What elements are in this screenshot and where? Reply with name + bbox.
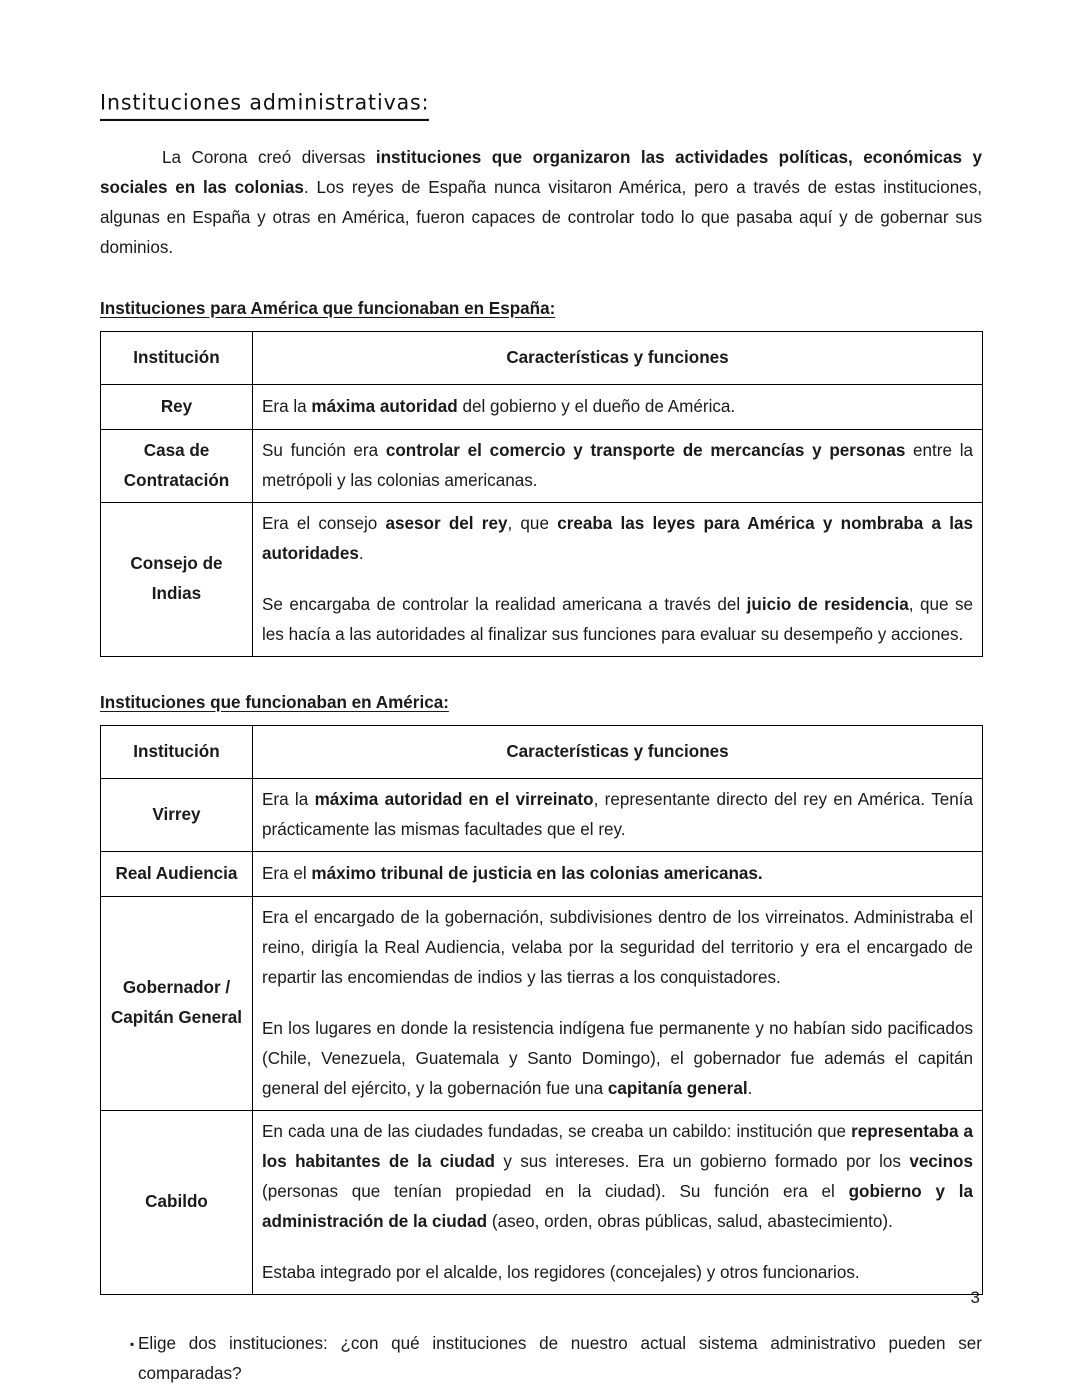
column-header-features: Características y funciones [253, 331, 983, 384]
desc-bold: asesor del rey [385, 513, 508, 533]
table-header-row [101, 331, 983, 384]
description-paragraph [262, 859, 973, 889]
intro-text-part-2: . Los reyes de España nunca visitaron América, pero a través de estas instituciones, algunas en España y otras en América, fueron capaces de controlar todo lo que pasaba aquí y de gobernar sus dominios. [100, 177, 983, 257]
desc-bold: creaba las leyes para América y nombraba a las autoridades [262, 513, 974, 563]
institution-description [253, 896, 983, 1110]
intro-text-bold: instituciones que organizaron las actividades políticas, económicas y sociales en las colonias [100, 147, 982, 197]
desc-text: Era el [262, 863, 312, 883]
description-paragraph [262, 509, 973, 569]
desc-text: Era la [262, 396, 312, 416]
desc-bold: controlar el comercio y transporte de mercancías y personas [385, 440, 906, 460]
handwritten-title-wrapper [100, 89, 982, 121]
desc-text: (aseo, orden, obras públicas, salud, abastecimiento). [487, 1211, 893, 1231]
table-institutions-america [100, 725, 983, 1295]
description-paragraph [262, 392, 973, 422]
table-row [101, 502, 983, 656]
desc-bold: vecinos [909, 1151, 973, 1171]
desc-text: (personas que tenían propiedad en la ciudad). Su función era el [262, 1181, 849, 1201]
desc-text: entre la metrópoli y las colonias americanas. [262, 440, 974, 490]
document-content [100, 89, 983, 1389]
desc-text: Era el consejo [262, 513, 386, 533]
activity-question-text: Elige dos instituciones: ¿con qué instituciones de nuestro actual sistema administrativo pueden ser comparadas? [138, 1333, 982, 1383]
column-header-features: Características y funciones [253, 725, 983, 778]
table-row [101, 1110, 983, 1294]
institution-name: Rey [101, 384, 253, 429]
section-heading-spain: Instituciones para América que funcionaban en España: [100, 298, 556, 318]
column-header-institution: Institución [101, 331, 253, 384]
institution-description [253, 384, 983, 429]
table-header-row [101, 725, 983, 778]
desc-text: , representante directo del rey en América. Tenía prácticamente las mismas facultades que el rey. [262, 789, 974, 839]
institution-name: Consejo de Indias [101, 502, 253, 656]
desc-text: Estaba integrado por el alcalde, los regidores (concejales) y otros funcionarios. [262, 1262, 860, 1282]
institution-description [253, 851, 983, 896]
desc-text: , que [507, 513, 558, 533]
desc-bold: capitanía general [607, 1078, 748, 1098]
desc-text: Se encargaba de controlar la realidad americana a través del [262, 594, 747, 614]
institution-name: Real Audiencia [101, 851, 253, 896]
institution-description [253, 1110, 983, 1294]
table-row [101, 851, 983, 896]
desc-bold: máxima autoridad en el virreinato [314, 789, 594, 809]
table-row [101, 429, 983, 502]
description-paragraph [262, 1258, 973, 1288]
institution-name: Casa de Contratación [101, 429, 253, 502]
table-row [101, 896, 983, 1110]
institution-description [253, 778, 983, 851]
desc-text: En cada una de las ciudades fundadas, se creaba un cabildo: institución que [262, 1121, 852, 1141]
list-item [100, 1329, 982, 1389]
description-paragraph [262, 1117, 973, 1237]
institution-name: Cabildo [101, 1110, 253, 1294]
page-title: Instituciones administrativas: [100, 90, 429, 120]
desc-text: del gobierno y el dueño de América. [457, 396, 736, 416]
description-paragraph [262, 590, 973, 650]
desc-bold: representaba a los habitantes de la ciudad [262, 1121, 973, 1171]
desc-text: En los lugares en donde la resistencia indígena fue permanente y no habían sido pacificados (Chile, Venezuela, Guatemala y Santo Domingo), el gobernador fue además el capitán general del ejército, y la gobernación fue una [262, 1018, 973, 1098]
desc-text: Era el encargado de la gobernación, subdivisiones dentro de los virreinatos. Administraba el reino, dirigía la Real Audiencia, velaba por la seguridad del territorio y era el encargado de repartir las encomiendas de indios y las tierras a los conquistadores. [262, 907, 973, 987]
description-paragraph [262, 436, 973, 496]
activity-list [100, 1329, 982, 1389]
square-bullet-icon: ▪ [130, 1336, 135, 1351]
desc-bold: gobierno y la administración de la ciudad [262, 1181, 973, 1231]
institution-description [253, 429, 983, 502]
table-row [101, 384, 983, 429]
table-institutions-spain [100, 331, 983, 657]
page-number: 3 [970, 1288, 980, 1307]
desc-bold: máxima autoridad [311, 396, 458, 416]
column-header-institution: Institución [101, 725, 253, 778]
desc-text: y sus intereses. Era un gobierno formado por los [494, 1151, 910, 1171]
desc-text: . [358, 543, 364, 563]
description-paragraph [262, 785, 973, 845]
table-row [101, 778, 983, 851]
description-paragraph [262, 1014, 973, 1104]
institution-name: Virrey [101, 778, 253, 851]
desc-bold: juicio de residencia [746, 594, 909, 614]
institution-description [253, 502, 983, 656]
institution-name: Gobernador / Capitán General [101, 896, 253, 1110]
section-heading-america: Instituciones que funcionaban en América: [100, 692, 449, 712]
desc-bold: máximo tribunal de justicia en las colonias americanas. [311, 863, 763, 883]
desc-text: Era la [262, 789, 315, 809]
description-paragraph [262, 903, 973, 993]
intro-text-part-1: La Corona creó diversas [162, 147, 376, 167]
desc-text: Su función era [262, 440, 386, 460]
desc-text: . [747, 1078, 753, 1098]
desc-text: , que se les hacía a las autoridades al finalizar sus funciones para evaluar su desempeño y acciones. [262, 594, 974, 644]
intro-paragraph [100, 143, 982, 263]
